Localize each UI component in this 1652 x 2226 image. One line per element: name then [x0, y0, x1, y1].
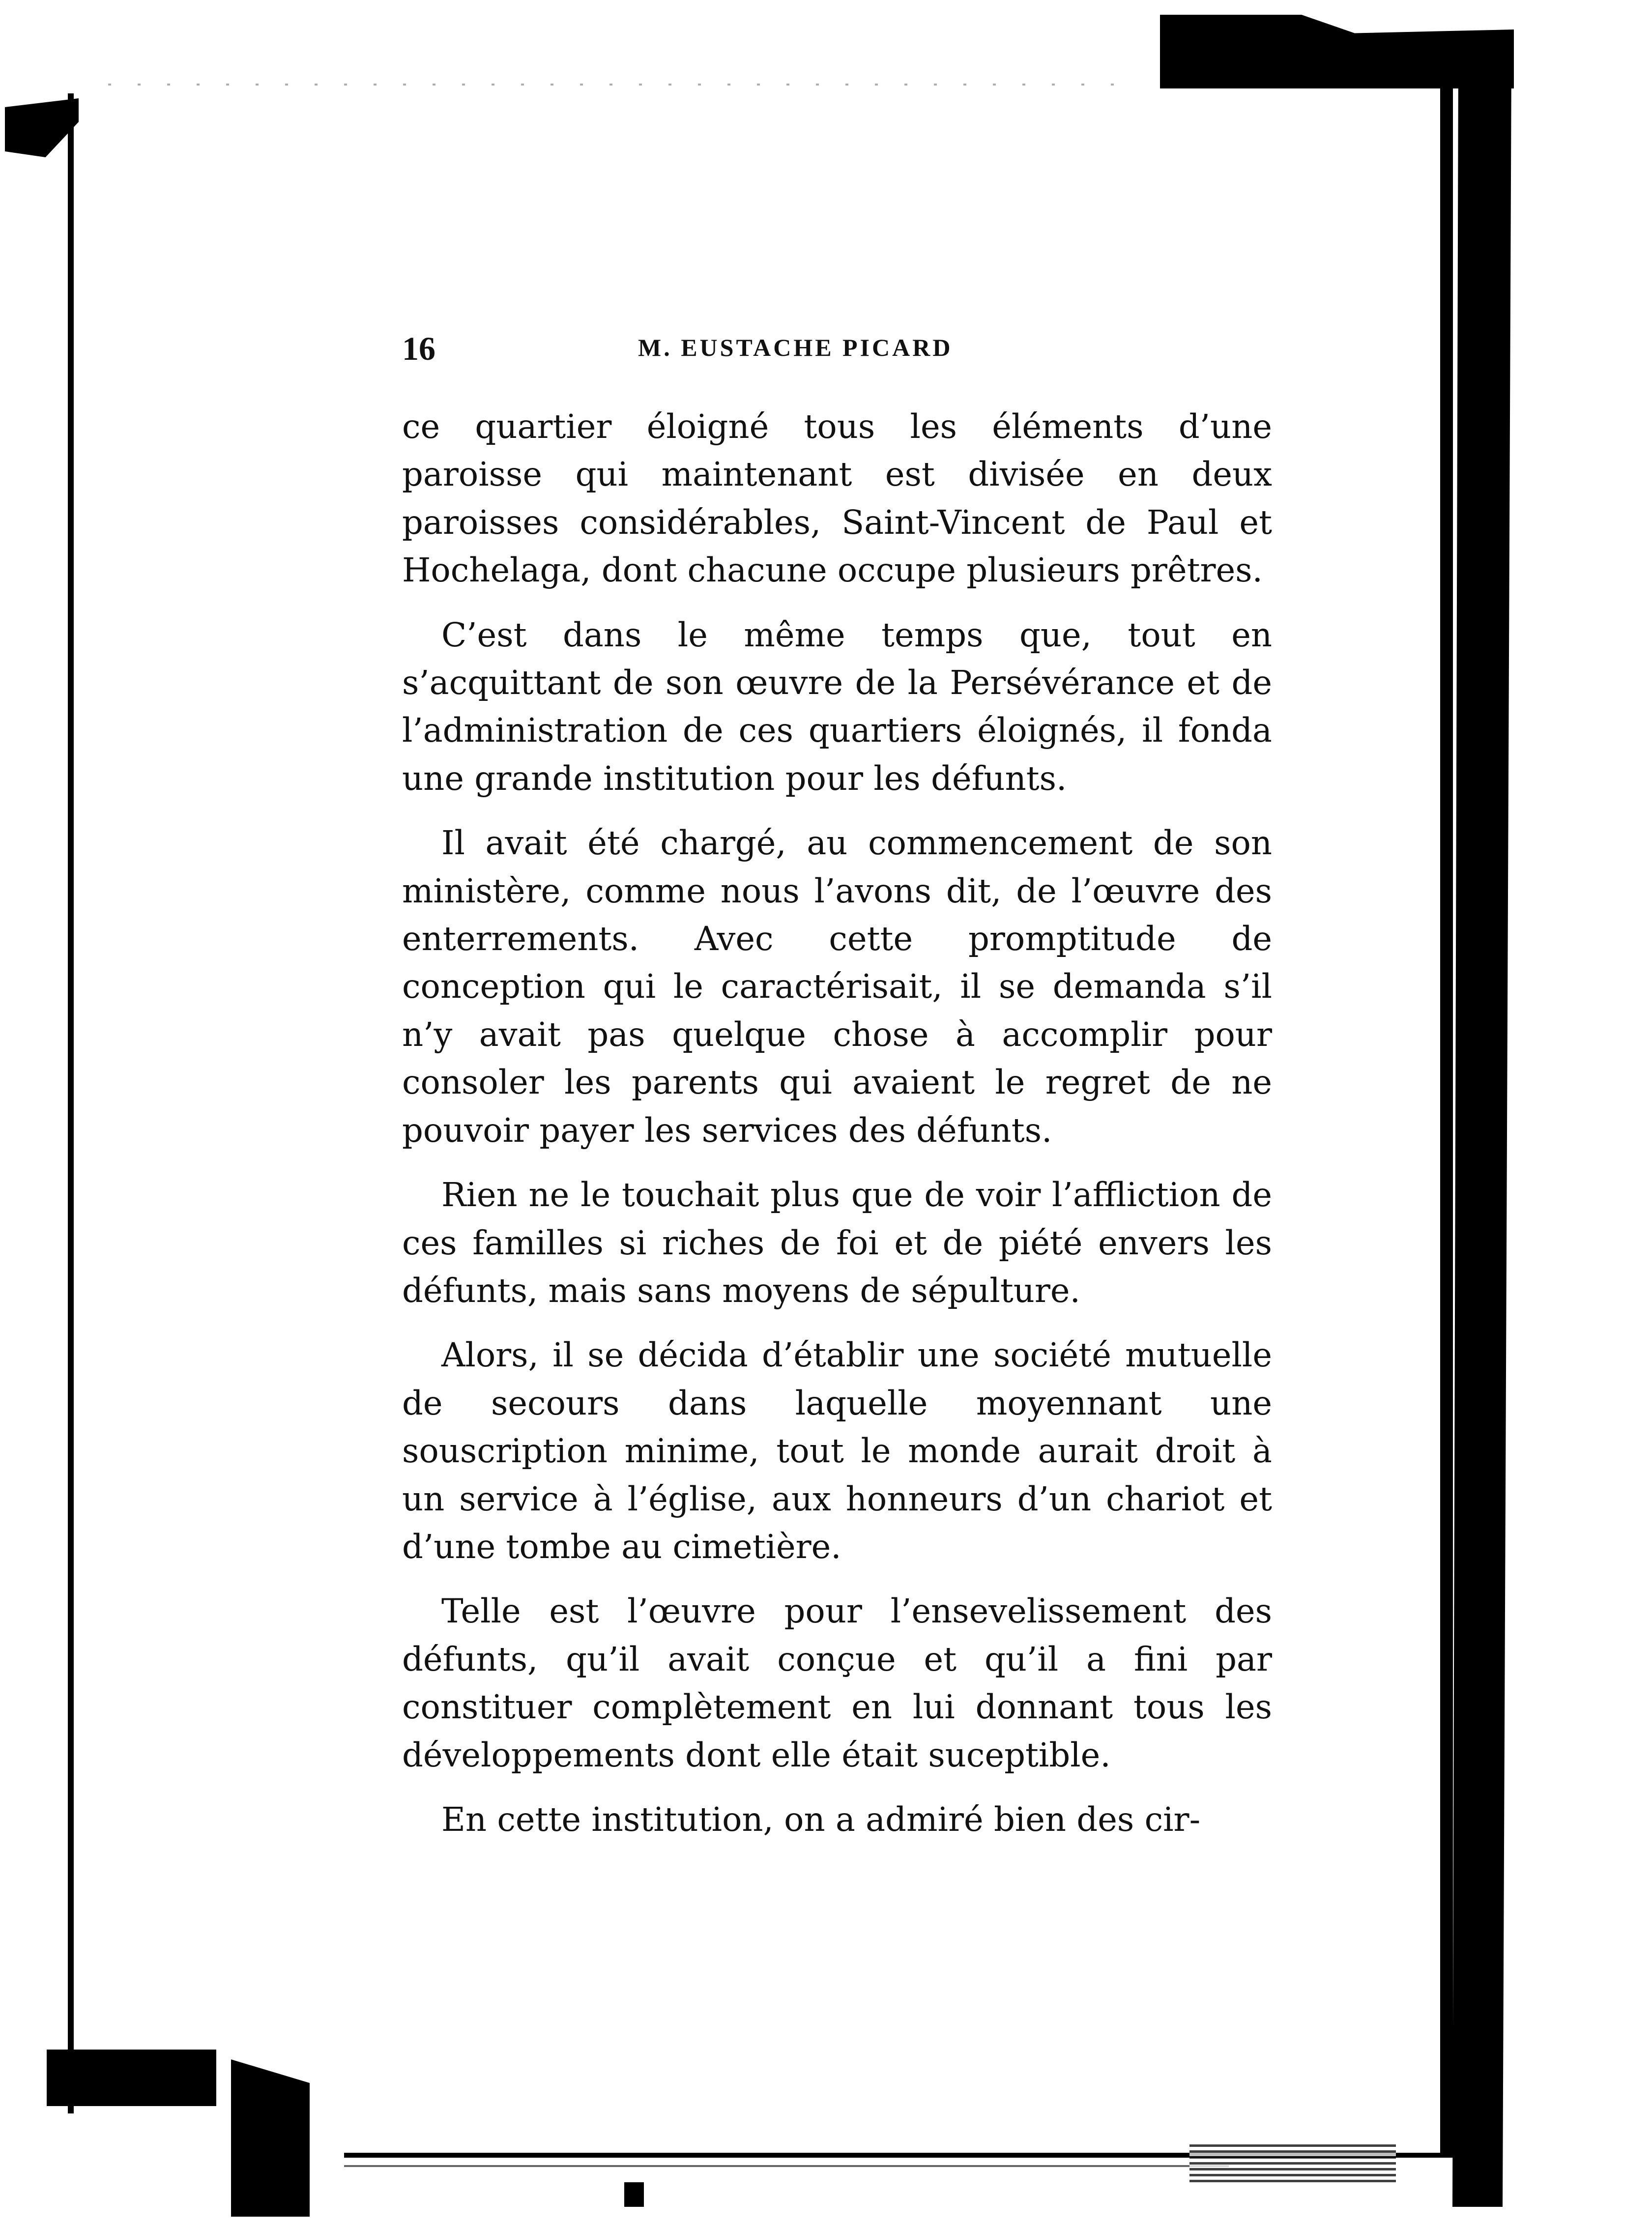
paragraph: En cette institution, on a admiré bien des cir-: [441, 1800, 1201, 1839]
paragraph: Rien ne le touchait plus que de voir l’affliction de ces familles si riches de foi et de piété envers les défunts, mais sans moyens de sépulture.: [402, 1176, 1272, 1310]
paragraph: C’est dans le même temps que, tout en s’acquittant de son œuvre de la Persévérance et de l’administration de ces quartiers éloignés, il fonda une grande institution pour les défunts.: [402, 615, 1272, 798]
paragraph: Alors, il se décida d’établir une société mutuelle de secours dans laquelle moyennant une souscription minime, tout le monde aurait droit à un service à l’église, aux honneurs d’un chariot et d’une tombe au cimetière.: [402, 1336, 1272, 1566]
scan-ink-blot-bottom-left: [47, 2050, 216, 2106]
page-number: 16: [402, 330, 435, 367]
scan-edge-bottom-faint: [344, 2165, 1229, 2167]
scan-ink-blot-bottom: [231, 2059, 310, 2217]
running-title: M. EUSTACHE PICARD: [638, 334, 953, 361]
page-header: [402, 329, 1012, 374]
scan-noise-top: [108, 84, 1140, 86]
scan-edge-right-inner: [1440, 88, 1453, 2153]
scan-mark-bottom: [624, 2182, 644, 2207]
page-body: [402, 403, 1272, 1860]
paragraph: Telle est l’œuvre pour l’ensevelissement des défunts, qu’il avait conçue et qu’il a fini par constituer complètement en lui donnant tous les développements dont elle était suceptible.: [402, 1592, 1272, 1774]
scan-hatch-bottom-right: [1189, 2143, 1396, 2182]
paragraph: ce quartier éloigné tous les éléments d’une paroisse qui maintenant est divisée en deux paroisses considérables, Saint-Vincent de Paul et Hochelaga, dont chacune occupe plusieurs prêtres.: [402, 407, 1272, 590]
scan-edge-right: [1452, 59, 1511, 2207]
scan-edge-left: [68, 93, 74, 2113]
paragraph: Il avait été chargé, au commencement de son ministère, comme nous l’avons dit, de l’œuvre des enterrements. Avec cette promptitude de conception qui le caractérisait, il se demanda s’il n’y avait pas quelque chose à accomplir pour consoler les parents qui avaient le regret de ne pouvoir payer les services des défunts.: [402, 824, 1272, 1150]
